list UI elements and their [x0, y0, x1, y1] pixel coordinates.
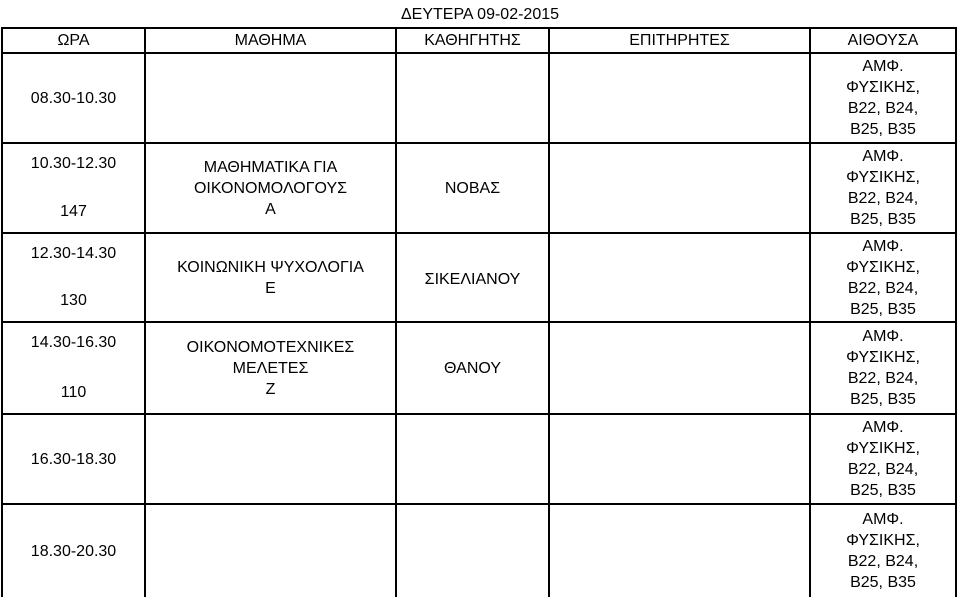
course-code: 147 [60, 203, 87, 220]
teacher-name: ΘΑΝΟΥ [444, 359, 501, 377]
header-room: ΑΙΘΟΥΣΑ [847, 31, 919, 49]
room-line: ΦΥΣΙΚΗΣ, [846, 169, 920, 186]
header-supervisors: ΕΠΙΤΗΡΗΤΕΣ [629, 31, 730, 49]
room-line: ΦΥΣΙΚΗΣ, [846, 79, 920, 96]
room-cell [811, 54, 955, 142]
time-cell [2, 323, 145, 413]
room-cell [811, 415, 955, 503]
course-line: Ζ [265, 380, 276, 398]
grid-line [548, 27, 550, 597]
room-line: ΑΜΦ. [862, 328, 904, 345]
grid-line [955, 27, 957, 597]
time-slot: 12.30-14.30 [30, 245, 117, 262]
room-line: Β22, Β24, [847, 370, 919, 387]
course-cell [146, 234, 395, 321]
room-line: Β22, Β24, [847, 190, 919, 207]
room-cell [811, 144, 955, 232]
room-cell [811, 323, 955, 413]
time-cell [2, 415, 145, 503]
time-slot: 14.30-16.30 [30, 334, 117, 351]
room-line: ΦΥΣΙΚΗΣ, [846, 258, 920, 276]
course-line: ΟΙΚΟΝΟΜΟΤΕΧΝΙΚΕΣ [186, 338, 355, 356]
room-line: Β25, Β35 [850, 211, 916, 228]
room-line: Β22, Β24, [847, 279, 919, 297]
room-line: Β22, Β24, [847, 100, 919, 117]
time-slot: 16.30-18.30 [30, 450, 117, 468]
time-slot: 08.30-10.30 [30, 89, 117, 107]
room-line: Β25, Β35 [850, 574, 916, 591]
time-cell [2, 505, 145, 597]
room-line: Β25, Β35 [850, 391, 916, 408]
course-line: ΟΙΚΟΝΟΜΟΛΟΓΟΥΣ [193, 179, 348, 197]
teacher-name: ΝΟΒΑΣ [444, 179, 501, 197]
teacher-cell [397, 234, 548, 321]
course-code: 110 [60, 384, 87, 401]
course-cell [146, 323, 395, 413]
time-slot: 18.30-20.30 [30, 542, 117, 560]
course-line: ΚΟΙΝΩΝΙΚΗ ΨΥΧΟΛΟΓΙΑ [177, 258, 364, 276]
course-line: ΜΕΛΕΤΕΣ [232, 359, 309, 377]
room-line: ΑΜΦ. [862, 511, 904, 528]
course-line: Α [265, 200, 276, 218]
room-line: Β25, Β35 [850, 300, 916, 318]
teacher-name: ΣΙΚΕΛΙΑΝΟΥ [424, 271, 521, 288]
room-line: ΦΥΣΙΚΗΣ, [846, 349, 920, 366]
room-line: ΑΜΦ. [862, 419, 904, 436]
page-title: ΔΕΥΤΕΡΑ 09-02-2015 [400, 5, 560, 23]
header-course: ΜΑΘΗΜΑ [234, 31, 307, 49]
header-teacher: ΚΑΘΗΓΗΤΗΣ [424, 31, 521, 49]
room-line: Β22, Β24, [847, 461, 919, 478]
course-line: Ε [265, 279, 276, 297]
course-line: ΜΑΘΗΜΑΤΙΚΑ ΓΙΑ [203, 158, 338, 176]
room-cell [811, 505, 955, 597]
room-line: ΑΜΦ. [862, 237, 904, 255]
room-line: Β22, Β24, [847, 553, 919, 570]
teacher-cell [397, 144, 548, 232]
teacher-cell [397, 323, 548, 413]
course-code: 130 [60, 292, 87, 309]
room-line: ΑΜΦ. [862, 58, 904, 75]
room-line: Β25, Β35 [850, 482, 916, 499]
room-line: ΑΜΦ. [862, 148, 904, 165]
time-cell [2, 144, 145, 232]
room-line: ΦΥΣΙΚΗΣ, [846, 532, 920, 549]
room-line: Β25, Β35 [850, 121, 916, 138]
room-line: ΦΥΣΙΚΗΣ, [846, 440, 920, 457]
time-cell [2, 234, 145, 321]
header-time: ΩΡΑ [57, 31, 90, 49]
time-slot: 10.30-12.30 [30, 155, 117, 172]
course-cell [146, 144, 395, 232]
time-cell [2, 54, 145, 142]
room-cell [811, 234, 955, 321]
